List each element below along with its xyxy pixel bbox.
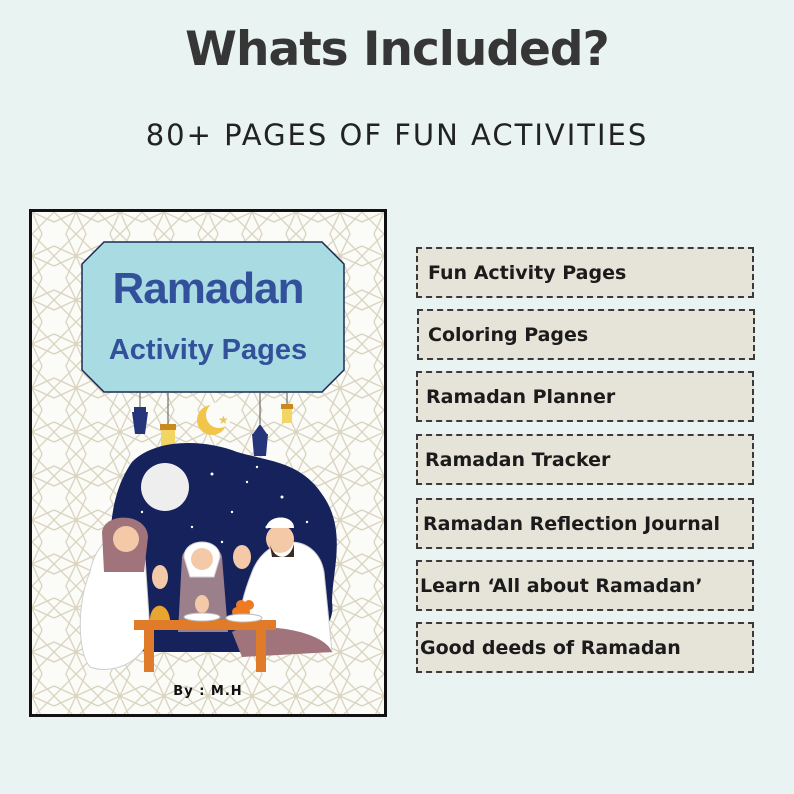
feature-item: Ramadan Tracker <box>416 434 754 485</box>
book-title: Ramadan <box>112 264 304 313</box>
svg-text:★: ★ <box>218 413 229 427</box>
page-subheading: 80+ PAGES OF FUN ACTIVITIES <box>145 118 649 152</box>
book-cover <box>29 209 387 717</box>
feature-item: Ramadan Planner <box>416 371 754 422</box>
page-heading: Whats Included? <box>185 22 609 77</box>
book-subtitle: Activity Pages <box>108 334 308 366</box>
full-moon-icon <box>141 463 189 511</box>
feature-item: Learn ‘All about Ramadan’ <box>416 560 754 611</box>
feature-item: Good deeds of Ramadan <box>416 622 754 673</box>
feature-item: Ramadan Reflection Journal <box>416 498 754 549</box>
feature-item: Coloring Pages <box>417 309 755 360</box>
feature-item: Fun Activity Pages <box>416 247 754 298</box>
lantern-icon <box>281 404 293 423</box>
book-author: By : M.H <box>173 684 243 699</box>
